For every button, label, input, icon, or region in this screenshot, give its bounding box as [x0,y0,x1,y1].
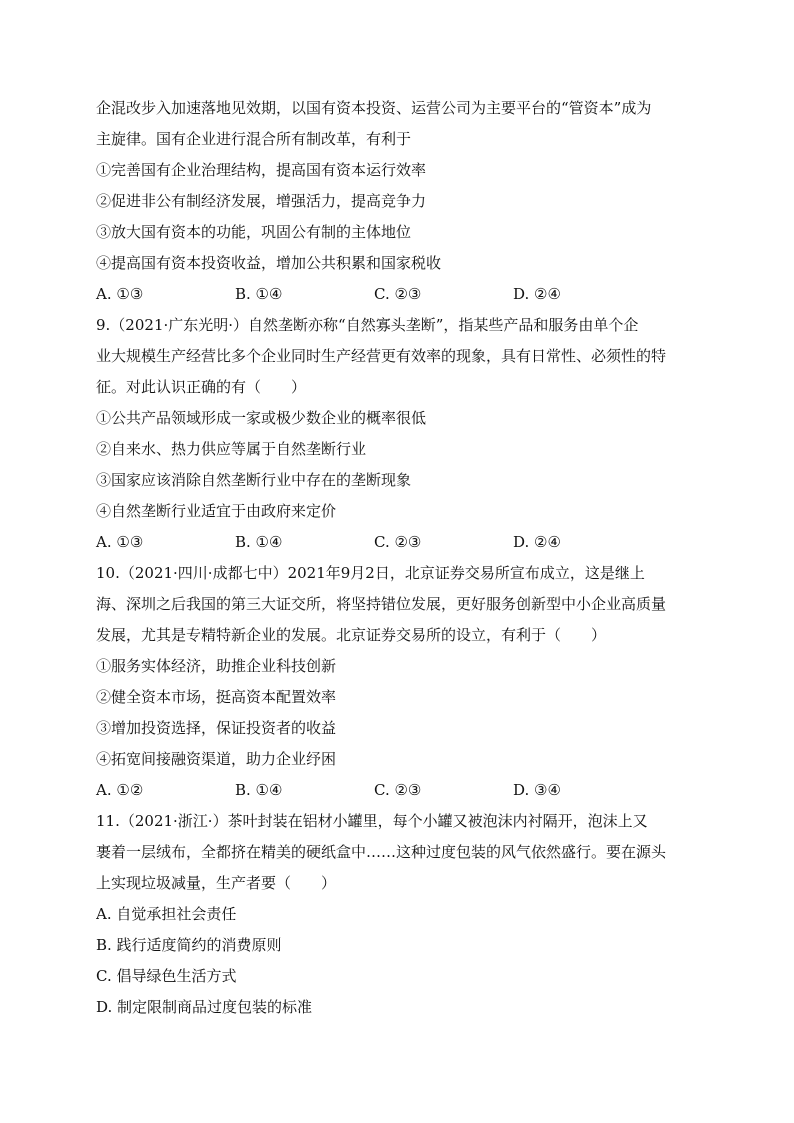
option-d: D. ③④ [513,781,561,799]
question-stem-line: 主旋律。国有企业进行混合所有制改革，有利于 [96,130,412,148]
question-11 [96,806,701,1023]
question-stem-line: 10.（2021·四川·成都七中）2021年9月2日，北京证券交易所宣布成立，这是继上 [96,564,645,582]
question-stem-line: 上实现垃圾减量，生产者要（ ） [96,874,337,892]
question-stem-line: 9.（2021·广东光明·）自然垄断亦称“自然寡头垄断”，指某些产品和服务由单个企 [96,316,639,334]
answer-options [96,775,701,806]
statement-item: ②自来水、热力供应等属于自然垄断行业 [96,440,367,458]
option-c: C. ②③ [374,781,422,799]
statement-item: ②促进非公有制经济发展，增强活力，提高竞争力 [96,192,427,210]
option-d: D. ②④ [513,285,561,303]
statement-item: ③增加投资选择，保证投资者的收益 [96,719,337,737]
question-stem-line: 业大规模生产经营比多个企业同时生产经营更有效率的现象，具有日常性、必须性的特 [96,347,667,365]
option-b: B. ①④ [235,781,283,799]
statement-item: ④提高国有资本投资收益，增加公共积累和国家税收 [96,254,442,272]
question-stem-line: 海、深圳之后我国的第三大证交所，将坚持错位发展，更好服务创新型中小企业高质量 [96,595,667,613]
option-b: B. ①④ [235,285,283,303]
question-stem-line: 发展，尤其是专精特新企业的发展。北京证券交易所的设立，有利于（ ） [96,626,607,644]
answer-options [96,279,701,310]
document-content [96,93,701,1023]
option-d: D. ②④ [513,533,561,551]
question-9 [96,310,701,558]
statement-item: ③放大国有资本的功能，巩固公有制的主体地位 [96,223,412,241]
statement-item: ②健全资本市场，挺高资本配置效率 [96,688,337,706]
statement-item: ③国家应该消除自然垄断行业中存在的垄断现象 [96,471,412,489]
option-a: A. 自觉承担社会责任 [96,905,237,923]
question-stem-line: 企混改步入加速落地见效期，以国有资本投资、运营公司为主要平台的“管资本”成为 [96,99,652,117]
option-a: A. ①② [96,781,144,799]
question-stem-line: 征。对此认识正确的有（ ） [96,378,307,396]
option-c: C. 倡导绿色生活方式 [96,967,237,985]
option-a: A. ①③ [96,285,144,303]
question-stem-line: 裹着一层绒布，全都挤在精美的硬纸盒中……这种过度包装的风气依然盛行。要在源头 [96,843,667,861]
statement-item: ①公共产品领域形成一家或极少数企业的概率很低 [96,409,427,427]
answer-options [96,527,701,558]
option-a: A. ①③ [96,533,144,551]
statement-item: ④自然垄断行业适宜于由政府来定价 [96,502,337,520]
statement-item: ①服务实体经济，助推企业科技创新 [96,657,337,675]
question-8 [96,93,701,310]
option-c: C. ②③ [374,533,422,551]
statement-item: ④拓宽间接融资渠道，助力企业纾困 [96,750,337,768]
option-c: C. ②③ [374,285,422,303]
option-b: B. 践行适度简约的消费原则 [96,936,282,954]
statement-item: ①完善国有企业治理结构，提高国有资本运行效率 [96,161,427,179]
option-d: D. 制定限制商品过度包装的标准 [96,998,313,1016]
option-b: B. ①④ [235,533,283,551]
question-10 [96,558,701,806]
question-stem-line: 11.（2021·浙江·）茶叶封装在铝材小罐里，每个小罐又被泡沫内衬隔开，泡沫上又 [96,812,648,830]
